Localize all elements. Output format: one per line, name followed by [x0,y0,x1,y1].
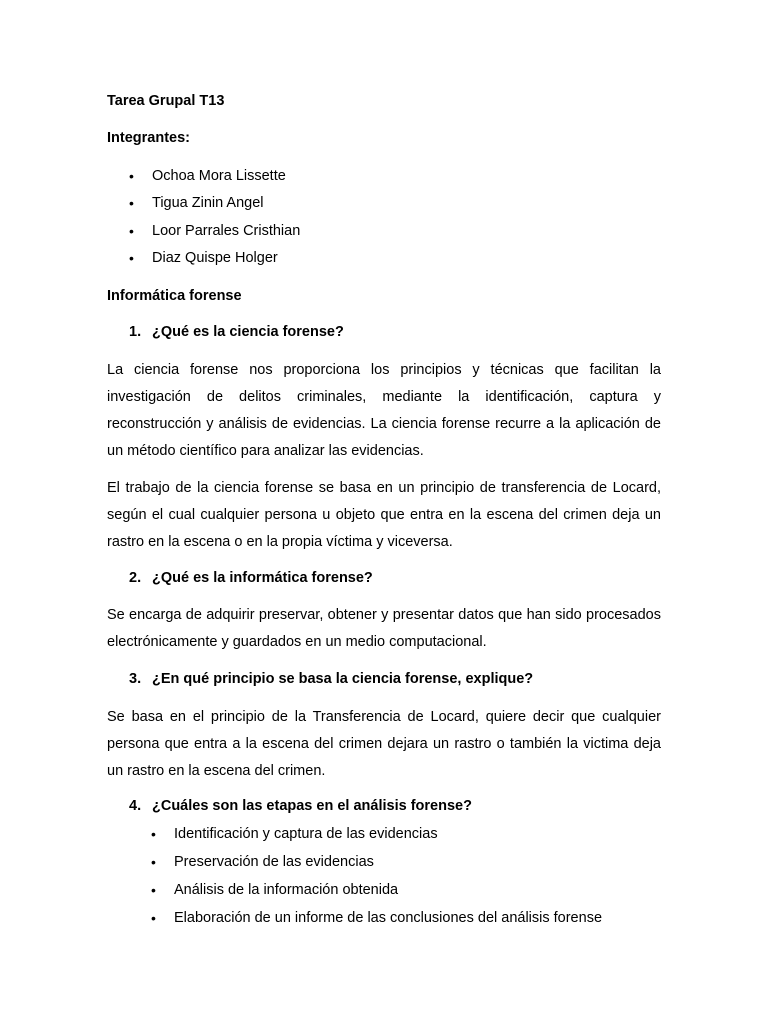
bullet-icon: • [151,826,156,842]
members-heading: Integrantes: [107,130,190,146]
question-number: 4. [129,798,142,814]
stage-item: Preservación de las evidencias [174,854,374,870]
bullet-icon: • [129,250,134,266]
bullet-icon: • [129,195,134,211]
question-text: ¿Qué es la ciencia forense? [152,324,344,340]
bullet-icon: • [151,882,156,898]
bullet-icon: • [129,223,134,239]
answer-paragraph: Se basa en el principio de la Transferencia de Locard, quiere decir que cualquier persona que entra a la escena del crimen dejara un rastro o también la victima deja un rastro en la escena del crimen. [107,709,661,779]
answer-paragraph: Se encarga de adquirir preservar, obtener y presentar datos que han sido procesados electrónicamente y guardados en un medio computacional. [107,607,661,650]
bullet-icon: • [151,854,156,870]
section-heading: Informática forense [107,288,242,304]
stage-item: Identificación y captura de las evidencias [174,826,438,842]
member-name: Tigua Zinin Angel [152,195,264,211]
question-number: 2. [129,570,142,586]
stage-item: Análisis de la información obtenida [174,882,399,898]
bullet-icon: • [151,910,156,926]
question-number: 3. [129,671,142,687]
member-name: Diaz Quispe Holger [152,250,278,266]
bullet-icon: • [129,168,134,184]
answer-paragraph: La ciencia forense nos proporciona los principios y técnicas que facilitan la investigación de delitos criminales, mediante la identificación, captura y reconstrucción y análisis de evidencias. La ciencia forense recurre a la aplicación de un método científico para analizar las evidencias. [107,362,661,459]
stage-item: Elaboración de un informe de las conclusiones del análisis forense [174,910,603,926]
question-text: ¿En qué principio se basa la ciencia forense, explique? [152,671,534,687]
answer-paragraph: El trabajo de la ciencia forense se basa en un principio de transferencia de Locard, según el cual cualquier persona u objeto que entra en la escena del crimen deja un rastro en la escena o en la propia víctima y viceversa. [107,480,661,550]
question-text: ¿Cuáles son las etapas en el análisis forense? [152,798,472,814]
member-name: Loor Parrales Cristhian [152,223,301,239]
question-number: 1. [129,324,142,340]
question-text: ¿Qué es la informática forense? [152,570,373,586]
member-name: Ochoa Mora Lissette [152,168,286,184]
document-title: Tarea Grupal T13 [107,93,225,109]
